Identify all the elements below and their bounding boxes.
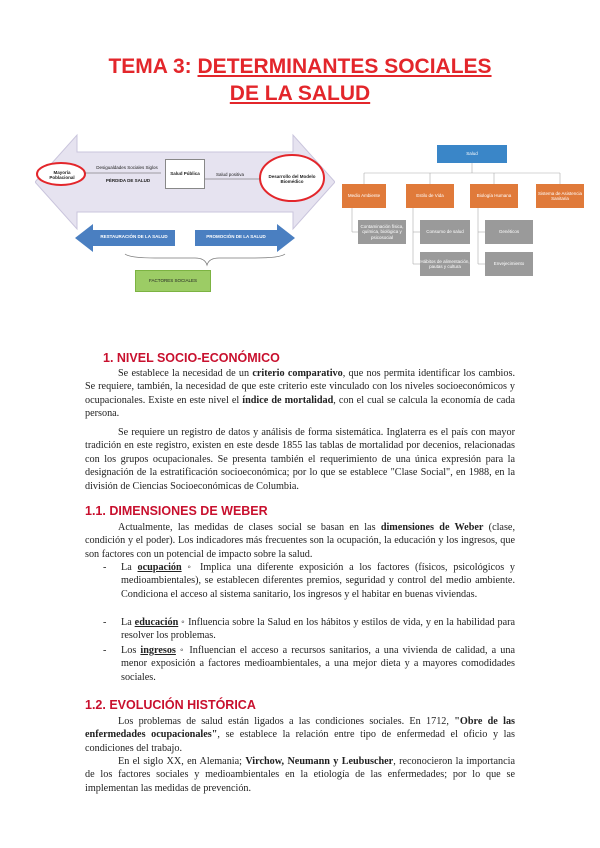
page-title-line2 — [0, 81, 600, 107]
s3p1-a: Los problemas de salud están ligados a las condiciones sociales. En 1712, — [118, 716, 455, 727]
s2p1-c: (clase, condición y el poder). Los indicadores más frecuentes son la ocupación, la educación y los ingresos, que son factores con un potencial de impacto sobre la salud. — [85, 522, 515, 560]
s1p1-b: criterio comparativo — [252, 368, 343, 379]
bullet0-pre: La — [121, 562, 138, 573]
title-prefix: TEMA 3: — [108, 55, 198, 78]
s1p1-c: , que nos permita identificar los cambios. Se requiere, también, la necesidad de que este criterio este vinculado con los niveles socioeconómicos y ocupacionales. Existe en este nivel el — [85, 368, 515, 406]
tree-level1-1: Estilo de Vida — [406, 184, 454, 208]
tree-level2-1: Consumo de salud — [420, 220, 470, 244]
green-box: FACTORES SOCIALES — [135, 270, 211, 292]
bullet-ocupacion — [103, 561, 516, 601]
bullet2-text: ◦ Influencian el acceso a recursos sanitarios, a una vivienda de calidad, a una menor exposición a factores medioambientales, a una mejor dieta y a mayores comodidades sociales. — [121, 645, 516, 683]
top-label-1: Desigualdades Sociales Siglos — [96, 164, 158, 170]
s1p1-e: , con el cual se calcula la economía de cada persona. — [85, 394, 515, 420]
section3-paragraph1 — [85, 715, 515, 755]
bottom-arrows — [35, 218, 335, 278]
s3p2-b: Virchow, Neumann y Leubuscher — [245, 756, 394, 767]
center-box: Salud Pública — [165, 159, 205, 189]
s3p1-c: , se establece la relación entre tipo de enfermedad el oficio y las condiciones del trabajo. — [85, 729, 515, 754]
tree-level2-2: Genéticos — [485, 220, 533, 244]
tree-level2-0: Contaminación física, química, biológica y psicosocial — [358, 220, 406, 244]
tree-level1-2: Biología Humana — [470, 184, 518, 208]
section3-paragraph2 — [85, 755, 515, 795]
section1-paragraph1 — [85, 367, 515, 421]
tree-level2-3: Hábitos de alimentación, pautas y cultura — [420, 252, 470, 276]
bullet0-key: ocupación — [137, 562, 182, 573]
s1p1-a: Se establece la necesidad de un — [118, 368, 253, 379]
section1-heading: 1. NIVEL SOCIO-ECONÓMICO — [103, 351, 280, 365]
s2p1-b: dimensiones de Weber — [380, 522, 484, 533]
title-line1: DETERMINANTES SOCIALES — [197, 55, 492, 78]
tree-level1-0: Medio Ambiente — [342, 184, 386, 208]
s2p1-a: Actualmente, las medidas de clases social se basan en las — [118, 522, 381, 533]
bullet1-key: educación — [134, 617, 179, 628]
bullet0-text: ◦ Implica una diferente exposición a los factores (físicos, psicológicos y medioambientales), se establecen diferentes premios, seguridad y control del medio ambiente. Condiciona el acceso al sistema sanitario, los ingresos y el habitar en buenas viviendas. — [121, 562, 516, 600]
center-label: Salud positiva — [215, 171, 245, 177]
health-determinants-tree — [340, 140, 585, 290]
bottom-left-label: RESTAURACIÓN DE LA SALUD — [100, 234, 168, 240]
bullet-dash: - — [103, 617, 107, 628]
section2-heading: 1.1. DIMENSIONES DE WEBER — [85, 504, 268, 518]
bullet-dash: - — [103, 645, 107, 656]
s3p2-a: En el siglo XX, en Alemania; — [118, 756, 246, 767]
s1p1-d: índice de mortalidad — [242, 394, 334, 406]
bottom-right-label: PROMOCIÓN DE LA SALUD — [206, 234, 266, 240]
right-box: Desarrollo del Modelo Biomédico — [268, 173, 316, 184]
section2-paragraph — [85, 521, 515, 561]
tree-root: Salud — [437, 145, 507, 163]
section3-heading: 1.2. EVOLUCIÓN HISTÓRICA — [85, 698, 256, 712]
bullet-ingresos — [103, 644, 516, 684]
top-label-2: PÉRDIDA DE SALUD — [105, 177, 151, 183]
s3p2-c: , reconocieron la importancia de los factores sociales y medioambientales en la etiología de las enfermedades; por lo que se implementan las medidas de prevención. — [85, 756, 515, 794]
s3p1-b: "Obre de las enfermedades ocupacionales" — [85, 716, 515, 741]
page-title — [0, 54, 600, 80]
left-box: Mayoría Poblacional — [49, 169, 75, 180]
bullet2-key: ingresos — [140, 645, 176, 656]
tree-level1-3: Sistema de Asistencia Sanitaria — [536, 184, 584, 208]
tree-level2-4: Envejecimiento — [485, 252, 533, 276]
title-line2: DE LA SALUD — [229, 82, 371, 105]
bullet-educacion — [103, 616, 516, 643]
health-model-diagram — [35, 130, 335, 300]
section1-paragraph2: Se requiere un registro de datos y análisis de forma sistemática. Inglaterra es el país con mayor tradición en este registro, existen en este desde 1855 las tablas de mortalidad por decenios, relacionadas con los grupos ocupacionales. Se presenta también el requerimiento de una única expresión para la designación de la estratificación socioeconómica; por lo que se establece "Clase Social", en 1988, en la división de Ciencias Socioeconómicas de Columbia. — [85, 427, 515, 492]
bullet2-pre: Los — [121, 645, 141, 656]
bullet-dash: - — [103, 562, 107, 573]
bullet1-pre: La — [121, 617, 135, 628]
bullet1-text: ◦ Influencia sobre la Salud en los hábitos y estilos de vida, y en la habilidad para resolver los problemas. — [121, 617, 516, 642]
